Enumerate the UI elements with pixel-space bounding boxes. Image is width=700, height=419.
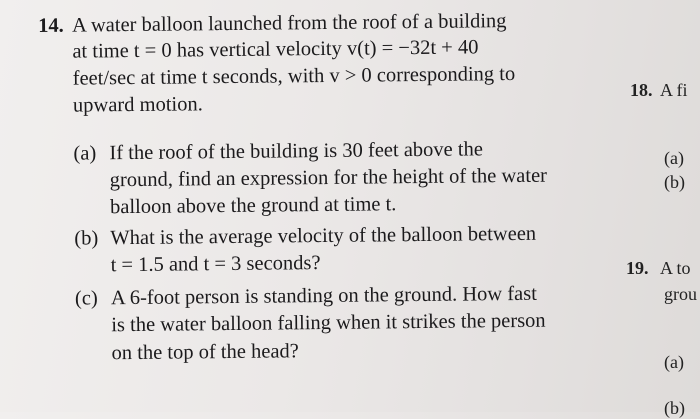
stem-line-1: A water balloon launched from the roof of a building: [72, 10, 507, 37]
problem-19-part-b: (b): [664, 398, 685, 418]
part-a-line-3: balloon above the ground at time t.: [109, 193, 397, 219]
part-b-line-2: t = 1.5 and t = 3 seconds?: [110, 252, 321, 277]
stem-line-4: upward motion.: [72, 93, 203, 117]
part-c-line-2: is the water balloon falling when it strikes the person: [111, 309, 546, 337]
problem-18-part-a: (a): [664, 148, 684, 168]
part-a-line-1: If the roof of the building is 30 feet above the: [109, 138, 484, 165]
part-b-label: (b): [74, 227, 99, 250]
part-c-label: (c): [74, 287, 98, 310]
part-c-line-1: A 6-foot person is standing on the ground. How fast: [110, 282, 537, 310]
problem-19-part-a: (a): [664, 352, 684, 372]
problem-19-line-2: grou: [664, 284, 697, 304]
problem-number: 14.: [38, 14, 64, 37]
problem-18-part-b: (b): [664, 172, 685, 192]
part-a-line-2: ground, find an expression for the height of the water: [109, 164, 548, 192]
stem-line-2: at time t = 0 has vertical velocity v(t) = −32t + 40: [72, 36, 479, 63]
problem-18-text: A fi: [660, 80, 688, 100]
problem-14: [38, 8, 618, 365]
problem-19-number: 19.: [626, 258, 649, 278]
part-a-label: (a): [73, 142, 97, 165]
problem-18-number: 18.: [630, 80, 653, 100]
part-c-line-3: on the top of the head?: [111, 340, 299, 365]
problem-19-text: A to: [660, 258, 691, 278]
part-b-line-1: What is the average velocity of the balloon between: [110, 222, 537, 250]
stem-line-3: feet/sec at time t seconds, with v > 0 corresponding to: [72, 63, 516, 90]
